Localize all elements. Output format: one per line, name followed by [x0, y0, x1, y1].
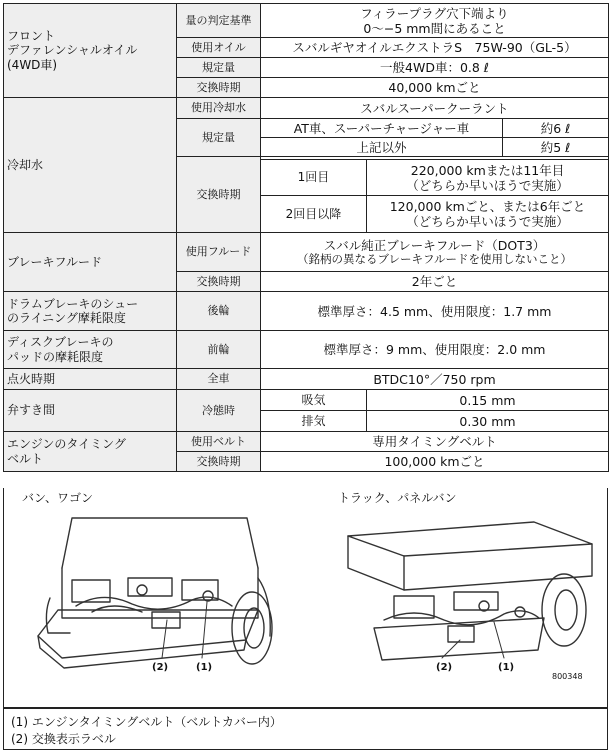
cell-side: 吸気 — [261, 390, 367, 411]
cell-value: 100,000 kmごと — [261, 452, 609, 472]
row-label: 使用オイル — [177, 38, 261, 58]
callout-1-left: (1) — [196, 662, 213, 673]
row-label: 規定量 — [177, 58, 261, 78]
cell-value: フィラープラグ穴下端より 0〜−5 mm間にあること — [261, 4, 609, 38]
category-front-differential-oil: フロント デファレンシャルオイル (4WD車) — [4, 4, 177, 98]
cell-value: 120,000 kmごと、または6年ごと （どちらか早いほうで実施） — [367, 196, 609, 233]
table-row — [4, 98, 609, 119]
row-label: 交換時期 — [177, 452, 261, 472]
cell-value: 40,000 kmごと — [261, 78, 609, 98]
table-row — [4, 432, 609, 452]
cell-value: スバル純正ブレーキフルード（DOT3） （銘柄の異なるブレーキフルードを使用しないこと） — [261, 233, 609, 272]
cell-value: 標準厚さ：4.5 mm、使用限度：1.7 mm — [261, 292, 609, 331]
row-label: 使用冷却水 — [177, 98, 261, 119]
cell-when: 1回目 — [261, 160, 367, 196]
truck-panel-van-rear-illustration — [334, 510, 604, 680]
row-label: 交換時期 — [177, 157, 261, 233]
category-valve-clearance: 弁すき間 — [4, 390, 177, 432]
caption-truck-panel-van: トラック、パネルバン — [338, 491, 457, 505]
table-row — [4, 233, 609, 272]
row-label: 使用フルード — [177, 233, 261, 272]
category-ignition-timing: 点火時期 — [4, 369, 177, 390]
row-label: 交換時期 — [177, 272, 261, 292]
cell-when: 2回目以降 — [261, 196, 367, 233]
van-wagon-rear-illustration — [32, 508, 282, 678]
row-label: 冷態時 — [177, 390, 261, 432]
category-brake-fluid: ブレーキフルード — [4, 233, 177, 292]
cell-side: 排気 — [261, 411, 367, 432]
cell-condition: 上記以外 — [261, 138, 503, 157]
row-label: 後輪 — [177, 292, 261, 331]
callout-2-right: (2) — [436, 662, 453, 673]
callout-1-right: (1) — [498, 662, 515, 673]
cell-amount: 約5 ℓ — [503, 138, 609, 157]
cell-value: 一般4WD車：0.8 ℓ — [261, 58, 609, 78]
table-row — [4, 4, 609, 38]
table-row — [4, 292, 609, 331]
note-item: (1) エンジンタイミングベルト（ベルトカバー内） — [11, 715, 282, 729]
table-row — [4, 331, 609, 369]
row-label: 交換時期 — [177, 78, 261, 98]
cell-value: 標準厚さ：9 mm、使用限度：2.0 mm — [261, 331, 609, 369]
table-row — [4, 390, 609, 411]
cell-value: 2年ごと — [261, 272, 609, 292]
figure-area — [3, 488, 608, 708]
caption-van-wagon: バン、ワゴン — [22, 491, 94, 505]
table-row — [4, 369, 609, 390]
legend-notes — [3, 708, 608, 750]
cell-value: 0.15 mm — [367, 390, 609, 411]
note-item: (2) 交換表示ラベル — [11, 732, 116, 746]
cell-condition: AT車、スーパーチャージャー車 — [261, 119, 503, 138]
category-disc-brake-wear-limit: ディスクブレーキの パッドの摩耗限度 — [4, 331, 177, 369]
callout-2-left: (2) — [152, 662, 169, 673]
figure-id: 800348 — [552, 672, 583, 681]
cell-value: 0.30 mm — [367, 411, 609, 432]
maintenance-spec-table — [3, 3, 609, 472]
category-drum-brake-wear-limit: ドラムブレーキのシュー のライニング摩耗限度 — [4, 292, 177, 331]
row-label: 全車 — [177, 369, 261, 390]
cell-value: スバルギヤオイルエクストラS 75W-90（GL-5） — [261, 38, 609, 58]
category-timing-belt: エンジンのタイミング ベルト — [4, 432, 177, 472]
maintenance-spec-sheet — [3, 3, 608, 749]
cell-value: BTDC10°／750 rpm — [261, 369, 609, 390]
category-coolant: 冷却水 — [4, 98, 177, 233]
cell-value: 220,000 kmまたは11年目 （どちらか早いほうで実施） — [367, 160, 609, 196]
row-label: 量の判定基準 — [177, 4, 261, 38]
row-label: 規定量 — [177, 119, 261, 157]
cell-value: スバルスーパークーラント — [261, 98, 609, 119]
cell-amount: 約6 ℓ — [503, 119, 609, 138]
row-label: 使用ベルト — [177, 432, 261, 452]
row-label: 前輪 — [177, 331, 261, 369]
cell-value: 専用タイミングベルト — [261, 432, 609, 452]
